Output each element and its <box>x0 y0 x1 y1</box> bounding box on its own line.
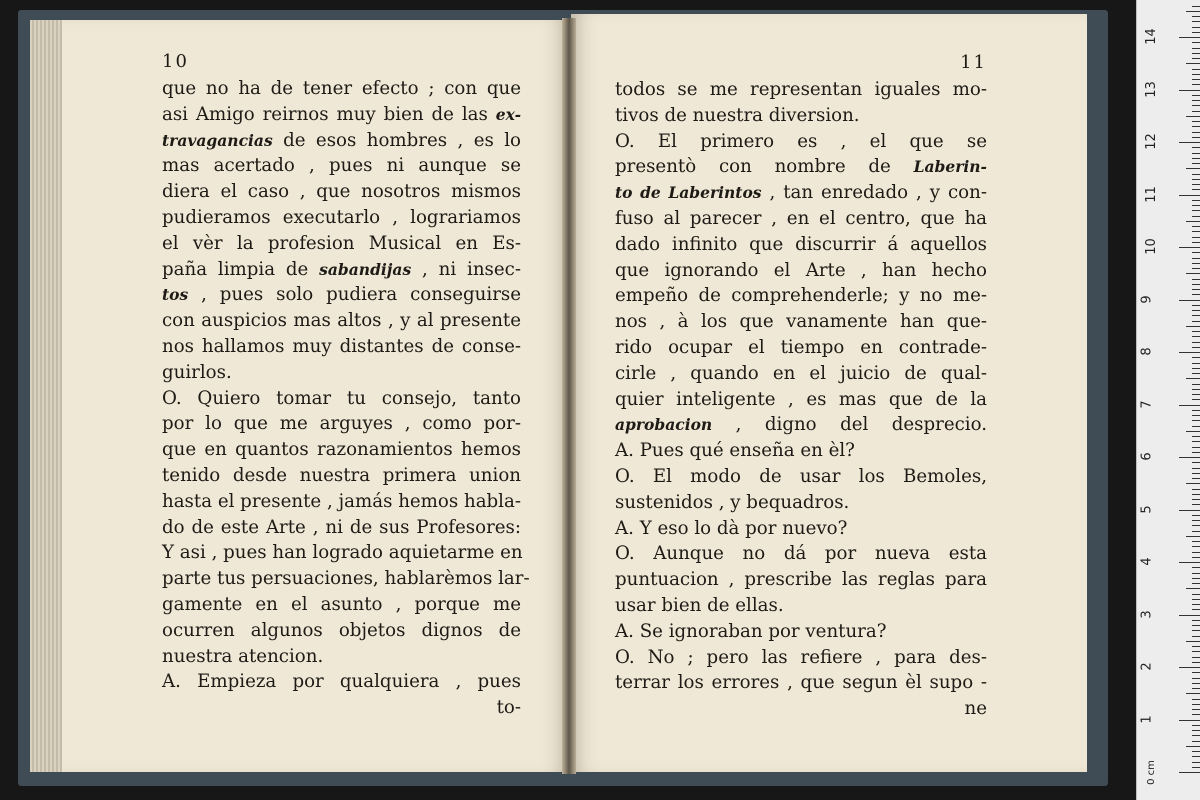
text-line <box>615 670 987 696</box>
italic-text: aprobacion <box>615 415 713 435</box>
ruler-tick <box>1192 153 1200 154</box>
ruler-tick <box>1192 284 1200 285</box>
text-line <box>162 695 521 721</box>
text-run: parte tus persuaciones, hablarèmos lar- <box>162 568 530 590</box>
ruler-tick <box>1179 457 1200 458</box>
ruler-tick <box>1192 447 1200 448</box>
ruler-tick <box>1192 16 1200 17</box>
ruler-tick <box>1192 331 1200 332</box>
ruler-tick <box>1192 105 1200 106</box>
ruler-number: 7 <box>1139 399 1155 409</box>
ruler-tick <box>1192 683 1200 684</box>
ruler-tick <box>1192 53 1200 54</box>
ruler-tick <box>1192 289 1200 290</box>
italic-text: tos <box>162 285 189 305</box>
text-line <box>162 515 521 541</box>
text-line <box>615 490 987 516</box>
ruler-tick <box>1192 730 1200 731</box>
ruler-number: 3 <box>1139 609 1155 619</box>
ruler-tick <box>1192 342 1200 343</box>
ruler-tick <box>1192 179 1200 180</box>
text-run: pudieramos executarlo , lograriamos <box>162 206 521 228</box>
ruler-tick <box>1192 394 1200 395</box>
text-line <box>162 411 521 437</box>
ruler-tick <box>1186 273 1200 274</box>
text-run: O. El modo de usar los Bemoles, <box>615 465 987 487</box>
ruler-tick <box>1192 462 1200 463</box>
text-run: tivos de nuestra diversion. <box>615 104 860 126</box>
ruler-tick <box>1192 174 1200 175</box>
text-run: , ni insec- <box>411 258 521 280</box>
text-run: rido ocupar el tiempo en contrade- <box>615 336 987 358</box>
text-run: paña limpia de <box>162 258 320 280</box>
ruler-tick <box>1192 599 1200 600</box>
text-line <box>162 231 521 257</box>
right-page-text <box>615 77 987 722</box>
ruler-tick <box>1192 709 1200 710</box>
text-line <box>162 463 521 489</box>
text-run: que no ha de tener efecto ; con que <box>162 78 521 99</box>
text-line <box>615 77 987 103</box>
italic-text: ex- <box>495 104 521 124</box>
ruler-tick <box>1179 352 1200 353</box>
text-run: ocurren algunos objetos dignos de <box>162 619 521 641</box>
ruler-tick <box>1192 84 1200 85</box>
ruler-tick <box>1192 58 1200 59</box>
ruler-tick <box>1192 657 1200 658</box>
ruler-tick <box>1192 678 1200 679</box>
text-line <box>615 335 987 361</box>
ruler-tick <box>1192 473 1200 474</box>
text-run: do de este Arte , ni de sus Profesores: <box>162 516 521 538</box>
text-line <box>615 593 987 619</box>
ruler-tick <box>1179 667 1200 668</box>
ruler-number: 10 <box>1143 238 1159 255</box>
ruler-tick <box>1192 205 1200 206</box>
ruler-tick <box>1192 415 1200 416</box>
ruler-tick <box>1192 578 1200 579</box>
text-line <box>615 438 987 464</box>
ruler-tick <box>1192 651 1200 652</box>
ruler-tick <box>1192 489 1200 490</box>
ruler-tick <box>1186 588 1200 589</box>
page-number: 11 <box>960 52 987 73</box>
ruler-tick <box>1192 704 1200 705</box>
ruler-tick <box>1192 452 1200 453</box>
text-line <box>615 619 987 645</box>
ruler-tick <box>1192 594 1200 595</box>
text-run: , digno del desprecio. <box>712 414 987 436</box>
ruler-tick <box>1192 252 1200 253</box>
text-run: mas acertado , pues ni aunque se <box>162 155 521 177</box>
ruler-tick <box>1192 363 1200 364</box>
ruler-number: 11 <box>1143 185 1159 203</box>
text-line <box>162 618 521 644</box>
text-line <box>615 180 987 206</box>
ruler-tick <box>1192 630 1200 631</box>
ruler-number: 14 <box>1143 28 1159 45</box>
ruler-tick <box>1192 410 1200 411</box>
text-line <box>615 696 987 722</box>
text-run: tenido desde nuestra primera union <box>162 464 521 486</box>
ruler-tick <box>1192 27 1200 28</box>
text-line <box>162 644 521 670</box>
text-run: presentò con nombre de <box>615 156 914 178</box>
text-run: hasta el presente , jamás hemos habla- <box>162 490 521 512</box>
ruler-tick <box>1192 541 1200 542</box>
text-run: gamente en el asunto , porque me <box>162 593 521 615</box>
ruler-tick <box>1192 268 1200 269</box>
ruler-tick <box>1192 231 1200 232</box>
text-line <box>162 334 521 360</box>
ruler-tick <box>1192 515 1200 516</box>
ruler-tick <box>1192 499 1200 500</box>
ruler-tick <box>1192 357 1200 358</box>
text-line <box>162 76 521 102</box>
ruler-tick <box>1192 242 1200 243</box>
ruler-tick <box>1192 95 1200 96</box>
ruler-tick <box>1179 300 1200 301</box>
text-line <box>615 645 987 671</box>
ruler-tick <box>1192 557 1200 558</box>
text-line <box>162 360 521 386</box>
ruler-tick <box>1192 567 1200 568</box>
ruler-tick <box>1192 546 1200 547</box>
ruler-tick <box>1192 714 1200 715</box>
ruler-tick <box>1192 305 1200 306</box>
text-run: nos , à los que vanamente han que- <box>615 311 987 333</box>
italic-text: travagancias <box>162 130 273 150</box>
text-line <box>162 205 521 231</box>
left-page <box>62 20 568 772</box>
text-line <box>162 566 530 592</box>
ruler-tick <box>1192 48 1200 49</box>
text-line <box>162 489 521 515</box>
ruler-tick <box>1192 646 1200 647</box>
page-edges <box>30 20 64 772</box>
ruler-tick <box>1179 772 1200 773</box>
ruler-tick <box>1192 126 1200 127</box>
ruler-tick <box>1192 200 1200 201</box>
text-line <box>162 308 521 334</box>
ruler-number: 5 <box>1139 504 1155 514</box>
book-gutter <box>562 18 576 774</box>
ruler-number: 13 <box>1143 80 1159 98</box>
ruler-tick <box>1179 615 1200 616</box>
text-run: terrar los errores , que segun èl supo - <box>615 672 987 694</box>
ruler-tick <box>1186 116 1200 117</box>
text-run: puntuacion , prescribe las reglas para <box>615 569 987 591</box>
ruler-tick <box>1192 258 1200 259</box>
text-line <box>615 258 987 284</box>
ruler-tick <box>1192 420 1200 421</box>
ruler-tick <box>1192 310 1200 311</box>
ruler-tick <box>1192 42 1200 43</box>
ruler-tick <box>1192 525 1200 526</box>
text-run: O. Aunque no dá por nueva esta <box>615 543 987 565</box>
ruler-tick <box>1186 693 1200 694</box>
text-run: guirlos. <box>162 361 232 383</box>
text-run: ne <box>964 698 987 720</box>
text-run: O. El primero es , el que se <box>615 130 987 152</box>
ruler-tick <box>1192 279 1200 280</box>
text-run: , pues solo pudiera conseguirse <box>188 284 521 306</box>
left-page-text <box>162 76 530 721</box>
text-run: O. Quiero tomar tu consejo, tanto <box>162 387 521 409</box>
text-line <box>162 540 521 566</box>
ruler-number: 9 <box>1139 294 1155 304</box>
ruler-tick <box>1192 751 1200 752</box>
text-run: asi Amigo reirnos muy bien de las <box>162 103 496 125</box>
ruler-tick <box>1179 90 1200 91</box>
ruler-number: 6 <box>1139 452 1155 461</box>
ruler-tick <box>1192 725 1200 726</box>
text-line <box>615 129 987 155</box>
text-run: A. Pues qué enseña en èl? <box>615 440 855 462</box>
ruler-number: 2 <box>1139 662 1155 671</box>
text-line <box>615 206 987 232</box>
text-run: Y asi , pues han logrado aquietarme en <box>162 542 523 564</box>
ruler-tick <box>1192 756 1200 757</box>
text-run: con auspicios mas altos , y al presente <box>162 310 521 332</box>
text-run: usar bien de ellas. <box>615 594 784 616</box>
text-run: nos hallamos muy distantes de conse- <box>162 335 521 357</box>
ruler-tick <box>1192 426 1200 427</box>
text-line <box>615 103 987 129</box>
ruler-tick <box>1186 483 1200 484</box>
ruler-tick <box>1192 494 1200 495</box>
text-line <box>615 464 987 490</box>
ruler-tick <box>1192 226 1200 227</box>
text-line <box>615 361 987 387</box>
ruler-tick <box>1192 321 1200 322</box>
text-run: el vèr la profesion Musical en Es- <box>162 232 521 254</box>
ruler-tick <box>1186 63 1200 64</box>
ruler-tick <box>1192 137 1200 138</box>
text-line <box>615 516 987 542</box>
measurement-ruler <box>1136 0 1200 800</box>
ruler-tick <box>1186 326 1200 327</box>
ruler-tick <box>1179 510 1200 511</box>
text-run: todos se me representan iguales mo- <box>615 79 987 100</box>
ruler-tick <box>1186 378 1200 379</box>
ruler-number: 8 <box>1139 347 1155 356</box>
text-line <box>162 437 521 463</box>
text-run: dado infinito que discurrir á aquellos <box>615 233 987 255</box>
text-run: O. No ; pero las refiere , para des- <box>615 646 987 668</box>
ruler-tick <box>1192 111 1200 112</box>
text-line <box>162 669 521 695</box>
text-line <box>615 309 987 335</box>
text-run: que ignorando el Arte , han hecho <box>615 259 987 281</box>
ruler-tick <box>1192 315 1200 316</box>
text-run: A. Y eso lo dà por nuevo? <box>615 517 848 539</box>
ruler-tick <box>1186 641 1200 642</box>
ruler-tick <box>1192 237 1200 238</box>
ruler-tick <box>1179 195 1200 196</box>
ruler-tick <box>1192 132 1200 133</box>
ruler-tick <box>1192 552 1200 553</box>
ruler-tick <box>1192 478 1200 479</box>
ruler-tick <box>1186 536 1200 537</box>
page-number: 10 <box>162 51 189 72</box>
ruler-tick <box>1192 79 1200 80</box>
ruler-tick <box>1192 620 1200 621</box>
text-line <box>162 179 521 205</box>
ruler-tick <box>1192 163 1200 164</box>
ruler-tick <box>1192 74 1200 75</box>
text-line <box>162 102 521 128</box>
text-line <box>162 592 521 618</box>
ruler-tick <box>1192 531 1200 532</box>
ruler-tick <box>1192 672 1200 673</box>
ruler-tick <box>1179 37 1200 38</box>
text-run: de esos hombres , es lo <box>272 129 521 151</box>
ruler-tick <box>1192 504 1200 505</box>
ruler-tick <box>1192 762 1200 763</box>
ruler-number: 4 <box>1139 557 1155 566</box>
text-run: por lo que me arguyes , como por- <box>162 413 521 435</box>
ruler-tick <box>1192 636 1200 637</box>
text-run: quier inteligente , es mas que de la <box>615 388 987 410</box>
text-line <box>615 541 987 567</box>
text-line <box>162 128 521 154</box>
ruler-tick <box>1192 368 1200 369</box>
ruler-tick <box>1179 405 1200 406</box>
ruler-tick <box>1179 562 1200 563</box>
ruler-tick <box>1192 399 1200 400</box>
ruler-number: 1 <box>1139 714 1155 724</box>
text-line <box>615 283 987 309</box>
right-page <box>571 14 1087 772</box>
ruler-tick <box>1192 609 1200 610</box>
text-run: A. Se ignoraban por ventura? <box>615 620 887 642</box>
ruler-tick <box>1179 720 1200 721</box>
ruler-tick <box>1192 573 1200 574</box>
ruler-tick <box>1192 336 1200 337</box>
ruler-tick <box>1192 6 1200 7</box>
text-line <box>615 232 987 258</box>
italic-text: Laberin- <box>913 157 987 177</box>
text-line <box>615 412 987 438</box>
ruler-tick <box>1186 221 1200 222</box>
ruler-tick <box>1192 216 1200 217</box>
italic-text: to de Laberintos <box>615 183 762 203</box>
text-line <box>615 387 987 413</box>
ruler-tick <box>1192 735 1200 736</box>
text-line <box>162 257 521 283</box>
ruler-tick <box>1179 247 1200 248</box>
ruler-tick <box>1192 468 1200 469</box>
text-run: , tan enredado , y con- <box>761 182 987 204</box>
text-run: sustenidos , y bequadros. <box>615 491 850 513</box>
ruler-tick <box>1192 373 1200 374</box>
text-run: cirle , quando en el juicio de qual- <box>615 362 987 384</box>
ruler-tick <box>1192 699 1200 700</box>
text-line <box>162 282 521 308</box>
text-run: to- <box>496 697 521 719</box>
text-run: fuso al parecer , en el centro, que ha <box>615 207 987 229</box>
ruler-tick <box>1192 604 1200 605</box>
ruler-tick <box>1192 436 1200 437</box>
ruler-tick <box>1179 142 1200 143</box>
ruler-tick <box>1192 389 1200 390</box>
ruler-tick <box>1192 210 1200 211</box>
ruler-unit-label: 0 cm <box>1145 760 1157 785</box>
ruler-tick <box>1192 347 1200 348</box>
text-line <box>615 154 987 180</box>
ruler-tick <box>1192 741 1200 742</box>
italic-text: sabandijas <box>319 259 412 279</box>
ruler-tick <box>1186 746 1200 747</box>
ruler-tick <box>1192 520 1200 521</box>
ruler-tick <box>1192 384 1200 385</box>
ruler-tick <box>1186 168 1200 169</box>
text-run: empeño de comprehenderle; y no me- <box>615 285 987 307</box>
ruler-tick <box>1192 263 1200 264</box>
text-line <box>162 386 521 412</box>
ruler-tick <box>1192 69 1200 70</box>
ruler-tick <box>1192 583 1200 584</box>
ruler-tick <box>1192 767 1200 768</box>
text-run: A. Empieza por qualquiera , pues <box>162 671 521 693</box>
ruler-tick <box>1186 11 1200 12</box>
ruler-tick <box>1192 662 1200 663</box>
ruler-tick <box>1192 21 1200 22</box>
ruler-tick <box>1192 147 1200 148</box>
ruler-tick <box>1192 441 1200 442</box>
ruler-tick <box>1192 121 1200 122</box>
text-line <box>615 567 987 593</box>
ruler-tick <box>1192 294 1200 295</box>
ruler-tick <box>1186 431 1200 432</box>
ruler-tick <box>1192 189 1200 190</box>
ruler-tick <box>1192 100 1200 101</box>
ruler-number: 12 <box>1143 133 1159 150</box>
text-line <box>162 153 521 179</box>
ruler-tick <box>1192 688 1200 689</box>
ruler-tick <box>1192 184 1200 185</box>
ruler-tick <box>1192 158 1200 159</box>
ruler-tick <box>1192 32 1200 33</box>
text-run: diera el caso , que nosotros mismos <box>162 181 521 203</box>
ruler-tick <box>1192 625 1200 626</box>
text-run: nuestra atencion. <box>162 645 324 667</box>
text-run: que en quantos razonamientos hemos <box>162 439 521 461</box>
